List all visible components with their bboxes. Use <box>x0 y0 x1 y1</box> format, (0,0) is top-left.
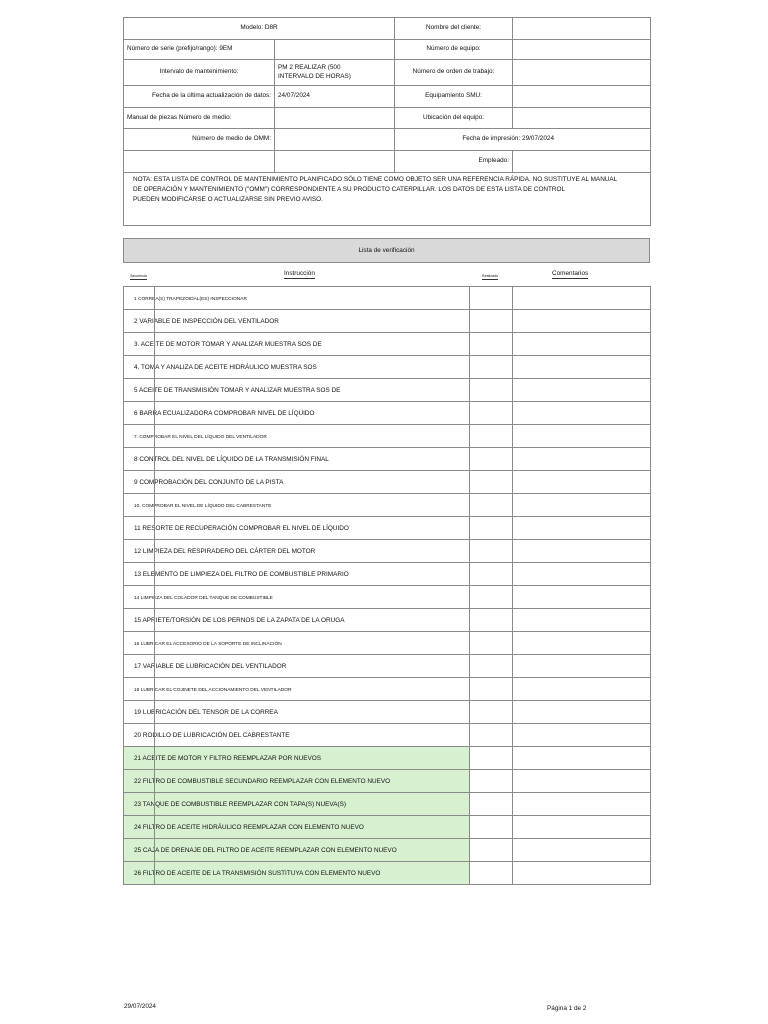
comentarios-cell[interactable] <box>513 632 651 655</box>
instruction-cell <box>124 402 470 425</box>
checklist-row <box>124 816 651 839</box>
intervalo-value <box>275 60 395 86</box>
instruction-text: 17 VARIABLE DE LUBRICACIÓN DEL VENTILADOR <box>134 662 287 670</box>
instruction-cell <box>124 425 470 448</box>
nota-line-3: PUEDEN MODIFICARSE O ACTUALIZARSE SIN PREVIO AVISO. <box>133 195 323 203</box>
column-headers <box>123 266 650 284</box>
col-comentarios: Comentarios <box>552 270 589 277</box>
equipamiento-smu-label: Equipamiento SMU: <box>395 86 513 108</box>
comentarios-cell[interactable] <box>513 425 651 448</box>
comentarios-cell[interactable] <box>513 448 651 471</box>
sequence-divider <box>154 793 155 815</box>
sequence-divider <box>154 471 155 493</box>
comentarios-cell[interactable] <box>513 770 651 793</box>
sequence-divider <box>154 632 155 654</box>
comentarios-cell[interactable] <box>513 609 651 632</box>
instruction-text: 5 ACEITE DE TRANSMISIÓN TOMAR Y ANALIZAR MUESTRA SOS DE <box>134 386 341 394</box>
checklist-row <box>124 356 651 379</box>
realizado-cell[interactable] <box>470 701 513 724</box>
checklist-row <box>124 747 651 770</box>
checklist-row <box>124 609 651 632</box>
numero-equipo-label: Número de equipo: <box>395 40 513 60</box>
checklist-row <box>124 448 651 471</box>
checklist-row <box>124 839 651 862</box>
instruction-cell <box>124 356 470 379</box>
manual-piezas-value[interactable] <box>275 108 395 129</box>
col-secuencia: Secuencia <box>130 274 147 278</box>
checklist-row <box>124 517 651 540</box>
intervalo-line-1: PM 2 REALIZAR (500 <box>278 63 341 71</box>
instruction-text: 15 APRIETE/TORSIÓN DE LOS PERNOS DE LA ZAPATA DE LA ORUGA <box>134 616 345 624</box>
numero-orden-label: Número de orden de trabajo: <box>395 60 513 86</box>
checklist-row <box>124 770 651 793</box>
sequence-divider <box>154 701 155 723</box>
checklist-row <box>124 632 651 655</box>
comentarios-cell[interactable] <box>513 724 651 747</box>
sequence-divider <box>154 724 155 746</box>
instruction-cell <box>124 632 470 655</box>
checklist-table <box>123 286 651 885</box>
instruction-text: 24 FILTRO DE ACEITE HIDRÁULICO REEMPLAZAR CON ELEMENTO NUEVO <box>134 823 364 831</box>
comentarios-cell[interactable] <box>513 816 651 839</box>
comentarios-cell[interactable] <box>513 586 651 609</box>
sequence-divider <box>154 356 155 378</box>
realizado-cell[interactable] <box>470 632 513 655</box>
comentarios-cell[interactable] <box>513 402 651 425</box>
footer-date: 29/07/2024 <box>124 1003 156 1010</box>
instruction-cell <box>124 287 470 310</box>
instruction-cell <box>124 770 470 793</box>
col-realizado: Realizado <box>482 274 498 278</box>
instruction-text: 10. COMPROBAR EL NIVEL DE LÍQUIDO DEL CABRESTANTE <box>134 503 272 509</box>
comentarios-cell[interactable] <box>513 494 651 517</box>
realizado-cell[interactable] <box>470 287 513 310</box>
instruction-cell <box>124 701 470 724</box>
realizado-cell[interactable] <box>470 540 513 563</box>
sequence-divider <box>154 494 155 516</box>
sequence-divider <box>154 816 155 838</box>
sequence-divider <box>154 586 155 608</box>
nota-line-1: NOTA: ESTA LISTA DE CONTROL DE MANTENIMIENTO PLANIFICADO SÓLO TIENE COMO OBJETO SER UNA REFERENCIA RÁPIDA. NO SUSTITUYE AL MANUAL <box>133 176 618 183</box>
realizado-cell[interactable] <box>470 609 513 632</box>
sequence-divider <box>154 839 155 861</box>
fecha-actualizacion-value: 24/07/2024 <box>275 86 395 108</box>
manual-piezas-label: Manual de piezas Número de medio: <box>124 108 275 129</box>
realizado-cell[interactable] <box>470 724 513 747</box>
instruction-cell <box>124 793 470 816</box>
sequence-divider <box>154 609 155 631</box>
checklist-row <box>124 494 651 517</box>
instruction-cell <box>124 517 470 540</box>
instruction-cell <box>124 655 470 678</box>
instruction-cell <box>124 724 470 747</box>
sequence-divider <box>154 402 155 424</box>
realizado-cell[interactable] <box>470 333 513 356</box>
sequence-divider <box>154 678 155 700</box>
instruction-text: 2 VARIABLE DE INSPECCIÓN DEL VENTILADOR <box>134 317 279 325</box>
checklist-row <box>124 540 651 563</box>
empleado-spacer-1 <box>124 151 275 173</box>
empleado-value[interactable] <box>513 151 651 173</box>
checklist-row <box>124 862 651 885</box>
nombre-cliente-label: Nombre del cliente: <box>395 18 513 40</box>
instruction-cell <box>124 839 470 862</box>
ubicacion-equipo-label: Ubicación del equipo: <box>395 108 513 129</box>
empleado-label: Empleado: <box>395 151 513 173</box>
comentarios-cell[interactable] <box>513 701 651 724</box>
instruction-text: 22 FILTRO DE COMBUSTIBLE SECUNDARIO REEMPLAZAR CON ELEMENTO NUEVO <box>134 777 391 785</box>
nota-line-2: DE OPERACIÓN Y MANTENIMIENTO ("OMM") CORRESPONDIENTE A SU PRODUCTO CATERPILLAR. LOS DATOS DE ESTA LISTA DE CONTROL <box>133 185 566 193</box>
realizado-cell[interactable] <box>470 402 513 425</box>
comentarios-cell[interactable] <box>513 563 651 586</box>
realizado-cell[interactable] <box>470 471 513 494</box>
intervalo-line-2: INTERVALO DE HORAS) <box>278 72 351 80</box>
realizado-cell[interactable] <box>470 310 513 333</box>
comentarios-cell[interactable] <box>513 379 651 402</box>
sequence-divider <box>154 540 155 562</box>
comentarios-cell[interactable] <box>513 793 651 816</box>
checklist-row <box>124 425 651 448</box>
sequence-divider <box>154 310 155 332</box>
ubicacion-equipo-value[interactable] <box>513 108 651 129</box>
comentarios-cell[interactable] <box>513 747 651 770</box>
instruction-text: 1 CORREA(S) TRAPEZOIDAL(ES) INSPECCIONAR <box>134 296 247 302</box>
sequence-divider <box>154 517 155 539</box>
comentarios-cell[interactable] <box>513 517 651 540</box>
checklist-row <box>124 379 651 402</box>
comentarios-cell[interactable] <box>513 356 651 379</box>
realizado-cell[interactable] <box>470 862 513 885</box>
checklist-row <box>124 402 651 425</box>
checklist-row <box>124 563 651 586</box>
instruction-text: 20 RODILLO DE LUBRICACIÓN DEL CABRESTANTE <box>134 731 290 739</box>
instruction-cell <box>124 333 470 356</box>
realizado-cell[interactable] <box>470 793 513 816</box>
comentarios-cell[interactable] <box>513 678 651 701</box>
realizado-cell[interactable] <box>470 839 513 862</box>
comentarios-cell[interactable] <box>513 540 651 563</box>
instruction-text: 3. ACEITE DE MOTOR TOMAR Y ANALIZAR MUESTRA SOS DE <box>134 340 322 348</box>
realizado-cell[interactable] <box>470 563 513 586</box>
checklist-row <box>124 287 651 310</box>
instruction-text: 9 COMPROBACIÓN DEL CONJUNTO DE LA PISTA <box>134 478 284 486</box>
sequence-divider <box>154 862 155 884</box>
checklist-row <box>124 701 651 724</box>
instruction-cell <box>124 862 470 885</box>
numero-orden-value[interactable] <box>513 60 651 86</box>
instruction-cell <box>124 586 470 609</box>
instruction-cell <box>124 494 470 517</box>
intervalo-label: Intervalo de mantenimiento: <box>124 60 275 86</box>
instruction-text: 13 ELEMENTO DE LIMPIEZA DEL FILTRO DE COMBUSTIBLE PRIMARIO <box>134 570 349 578</box>
realizado-cell[interactable] <box>470 356 513 379</box>
sequence-divider <box>154 425 155 447</box>
checklist-row <box>124 793 651 816</box>
realizado-cell[interactable] <box>470 770 513 793</box>
instruction-text: 18 LUBRICAR EL COJINETE DEL ACCIONAMIENTO DEL VENTILADOR <box>134 687 292 693</box>
instruction-text: 12 LIMPIEZA DEL RESPIRADERO DEL CÁRTER DEL MOTOR <box>134 547 316 555</box>
sequence-divider <box>154 770 155 792</box>
realizado-cell[interactable] <box>470 586 513 609</box>
header-table <box>123 17 651 226</box>
instruction-text: 4. TOMA Y ANALIZA DE ACEITE HIDRÁULICO MUESTRA SOS <box>134 363 317 371</box>
sequence-divider <box>154 563 155 585</box>
comentarios-cell[interactable] <box>513 333 651 356</box>
sequence-divider <box>154 747 155 769</box>
sequence-divider <box>154 379 155 401</box>
instruction-cell <box>124 540 470 563</box>
instruction-text: 21 ACEITE DE MOTOR Y FILTRO REEMPLAZAR POR NUEVOS <box>134 754 322 762</box>
realizado-cell[interactable] <box>470 678 513 701</box>
equipamiento-smu-value[interactable] <box>513 86 651 108</box>
col-instruccion: Instrucción <box>284 270 315 277</box>
checklist-row <box>124 678 651 701</box>
comentarios-cell[interactable] <box>513 655 651 678</box>
instruction-text: 8 CONTROL DEL NIVEL DE LÍQUIDO DE LA TRANSMISIÓN FINAL <box>134 455 329 463</box>
realizado-cell[interactable] <box>470 816 513 839</box>
sequence-divider <box>154 655 155 677</box>
realizado-cell[interactable] <box>470 747 513 770</box>
checklist-row <box>124 471 651 494</box>
instruction-text: 25 CAJA DE DRENAJE DEL FILTRO DE ACEITE REEMPLAZAR CON ELEMENTO NUEVO <box>134 846 397 854</box>
instruction-text: 26 FILTRO DE ACEITE DE LA TRANSMISIÓN SUSTITUYA CON ELEMENTO NUEVO <box>134 869 381 877</box>
instruction-cell <box>124 471 470 494</box>
realizado-cell[interactable] <box>470 425 513 448</box>
numero-medio-omm-label: Número de medio de OMM: <box>124 129 275 151</box>
instruction-cell <box>124 563 470 586</box>
sequence-divider <box>154 448 155 470</box>
instruction-text: 23 TANQUE DE COMBUSTIBLE REEMPLAZAR CON TAPA(S) NUEVA(S) <box>134 800 346 808</box>
nombre-cliente-value[interactable] <box>513 18 651 40</box>
instruction-text: 14 LIMPIEZA DEL COLADOR DEL TANQUE DE COMBUSTIBLE <box>134 595 273 601</box>
realizado-cell[interactable] <box>470 379 513 402</box>
instruction-text: 7. COMPROBAR EL NIVEL DEL LÍQUIDO DEL VENTILADOR <box>134 434 267 440</box>
realizado-cell[interactable] <box>470 494 513 517</box>
comentarios-cell[interactable] <box>513 471 651 494</box>
instruction-cell <box>124 448 470 471</box>
checklist-row <box>124 333 651 356</box>
nota-cell <box>124 173 651 226</box>
instruction-cell <box>124 609 470 632</box>
instruction-text: 11 RESORTE DE RECUPERACIÓN COMPROBAR EL NIVEL DE LÍQUIDO <box>134 524 349 532</box>
checklist-row <box>124 586 651 609</box>
checklist-row <box>124 724 651 747</box>
empleado-spacer-2 <box>275 151 395 173</box>
sequence-divider <box>154 287 155 309</box>
instruction-text: 19 LUBRICACIÓN DEL TENSOR DE LA CORREA <box>134 708 278 716</box>
realizado-cell[interactable] <box>470 655 513 678</box>
checklist-row <box>124 310 651 333</box>
instruction-cell <box>124 310 470 333</box>
instruction-text: 16 LUBRICAR EL ACCESORIO DE LA SOPORTE DE INCLINACIÓN <box>134 641 282 647</box>
numero-serie-extra <box>275 40 395 60</box>
numero-medio-omm-value[interactable] <box>275 129 395 151</box>
numero-equipo-value[interactable] <box>513 40 651 60</box>
instruction-cell <box>124 379 470 402</box>
checklist-row <box>124 655 651 678</box>
comentarios-cell[interactable] <box>513 839 651 862</box>
sequence-divider <box>154 333 155 355</box>
comentarios-cell[interactable] <box>513 310 651 333</box>
fecha-impresion: Fecha de impresión: 29/07/2024 <box>395 129 651 151</box>
numero-serie-cell: Número de serie (prefijo/rango): 9EM <box>124 40 275 60</box>
instruction-text: 6 BARRA ECUALIZADORA COMPROBAR NIVEL DE LÍQUIDO <box>134 409 315 417</box>
instruction-cell <box>124 678 470 701</box>
realizado-cell[interactable] <box>470 448 513 471</box>
footer-page-number: Página 1 de 2 <box>547 1005 587 1012</box>
fecha-actualizacion-label: Fecha de la última actualización de datos: <box>124 86 275 108</box>
instruction-cell <box>124 747 470 770</box>
comentarios-cell[interactable] <box>513 287 651 310</box>
comentarios-cell[interactable] <box>513 862 651 885</box>
instruction-cell <box>124 816 470 839</box>
realizado-cell[interactable] <box>470 517 513 540</box>
modelo-cell: Modelo: D8R <box>124 18 395 40</box>
lista-verificacion-title: Lista de verificación <box>123 238 650 263</box>
